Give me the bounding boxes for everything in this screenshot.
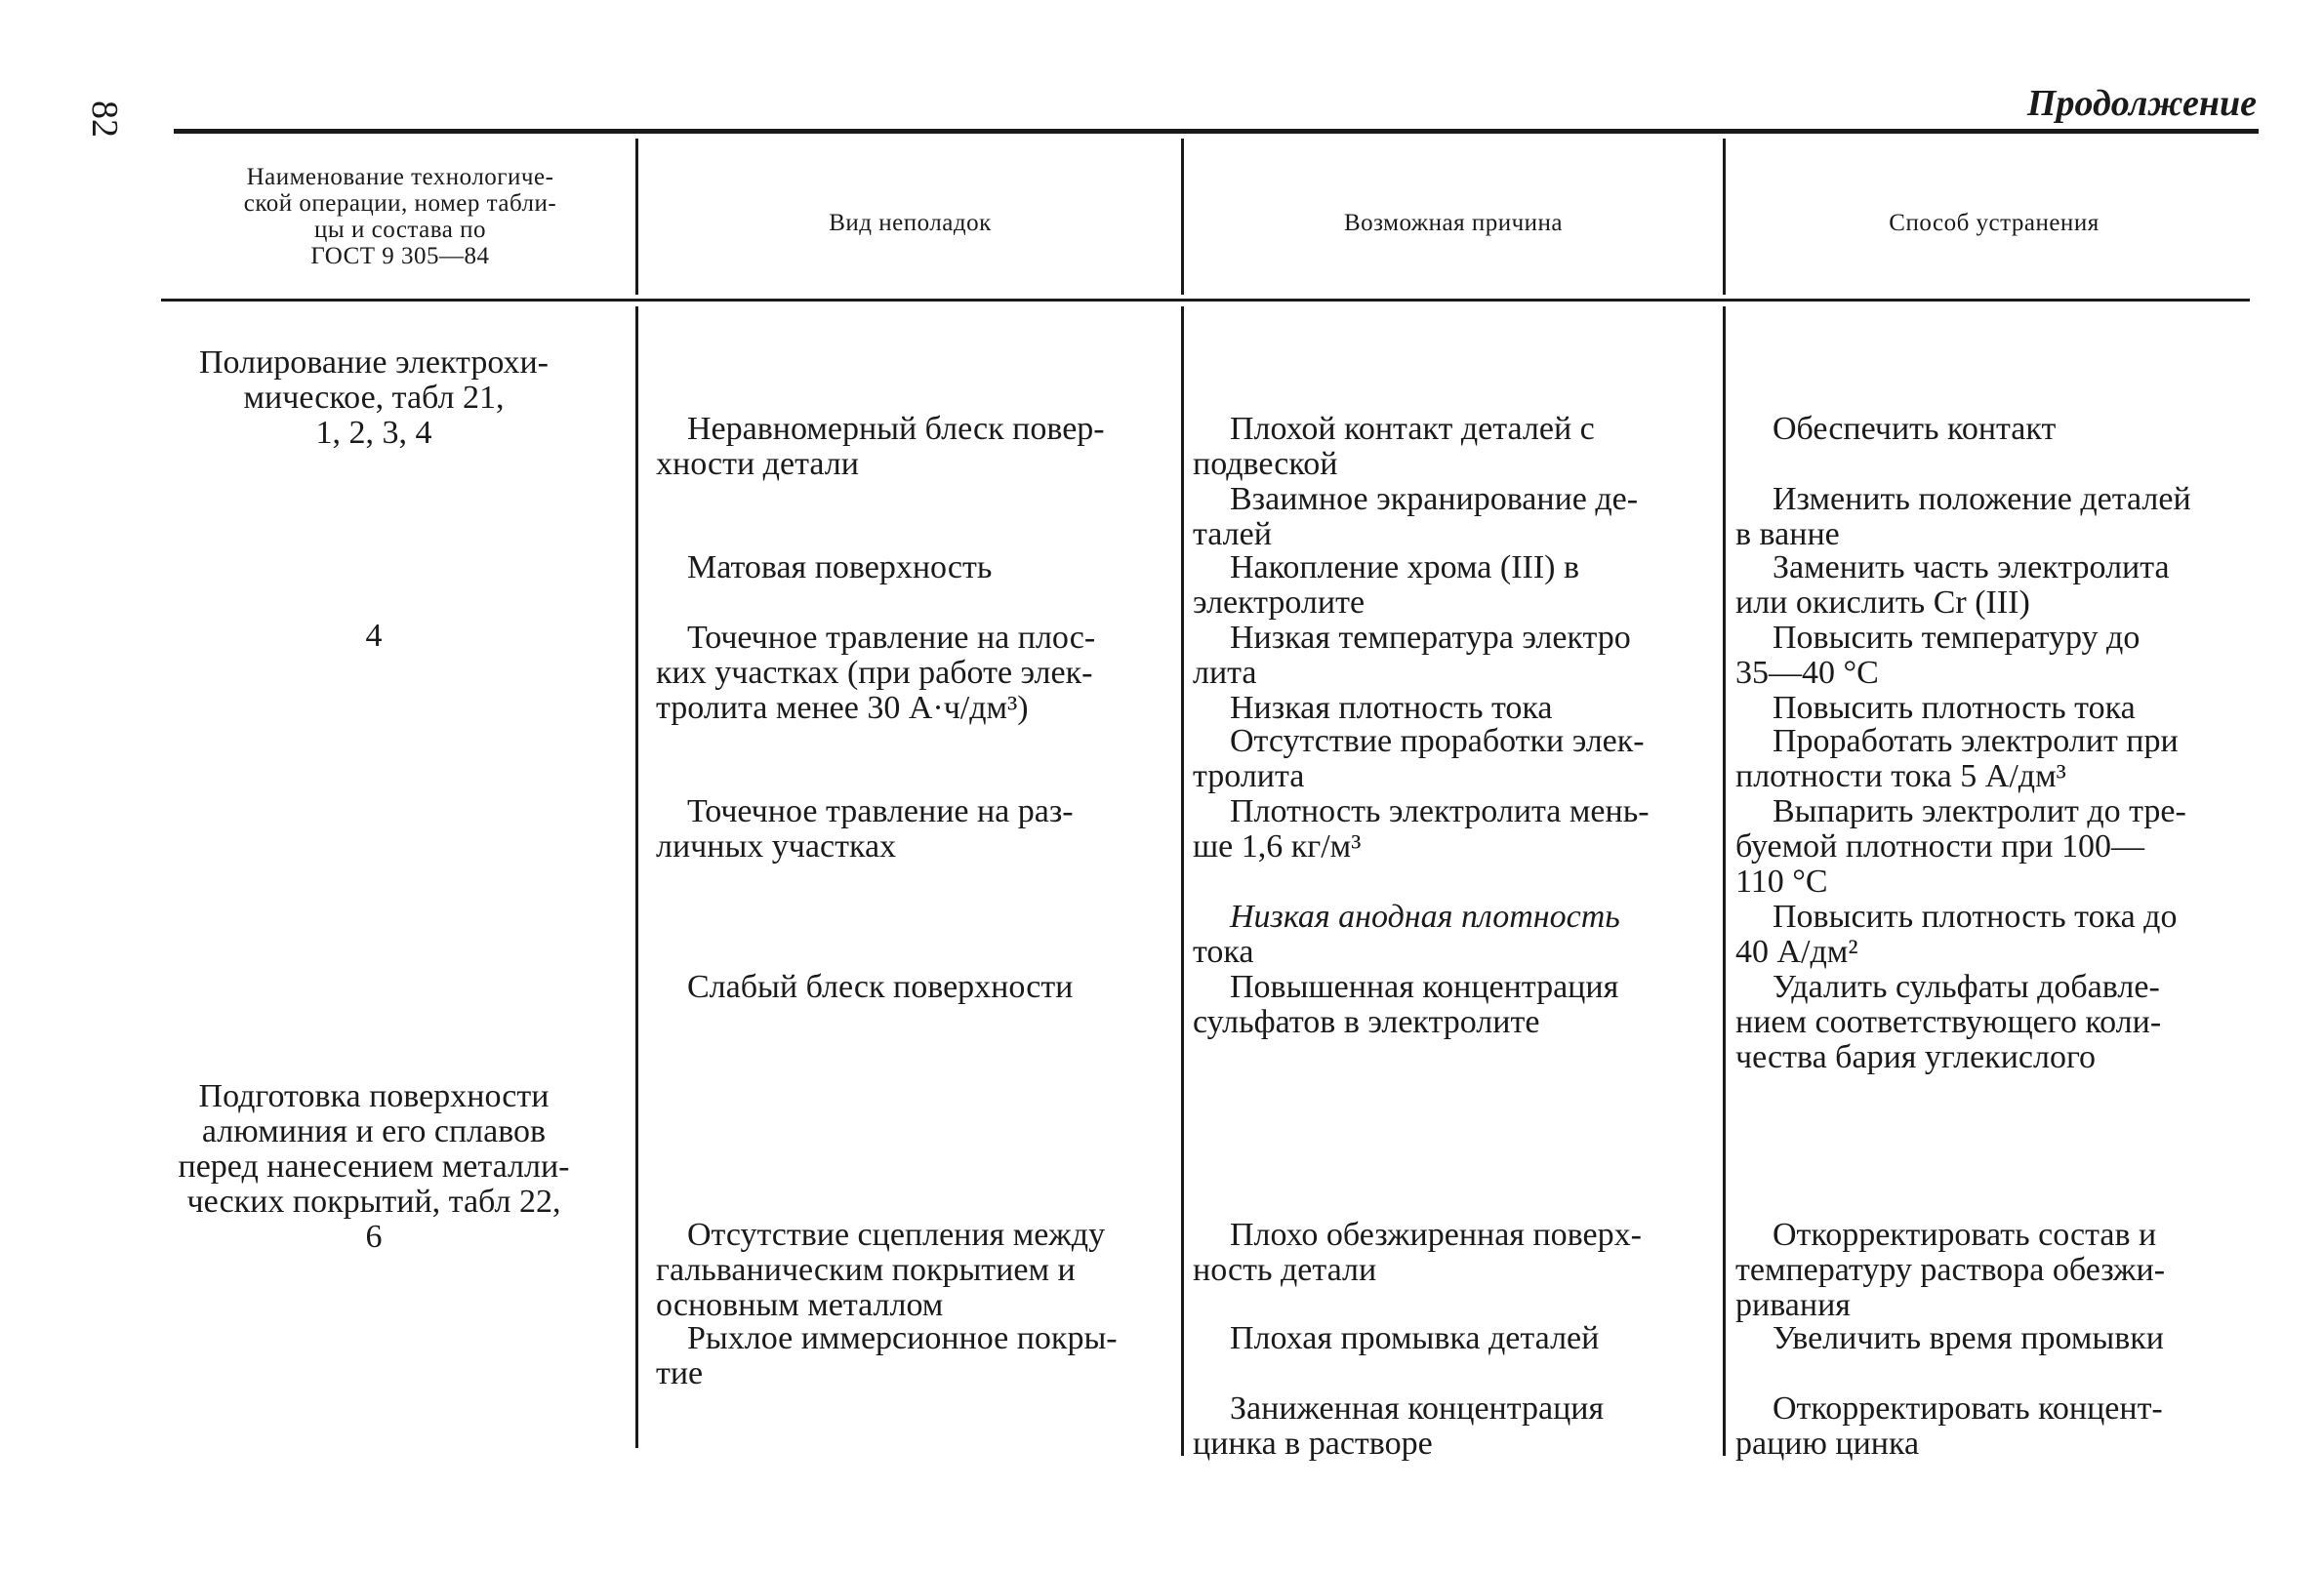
remedy-cell (1735, 724, 2179, 794)
remedy-line: Откорректировать концент- (1773, 1390, 2163, 1427)
defect-line: тролита менее 30 А·ч/дм³) (656, 690, 1029, 726)
remedy-cell (1735, 412, 2056, 447)
cause-line: Низкая анодная плотность (1230, 899, 1620, 935)
column-divider-2 (1181, 139, 1184, 295)
cause-cell (1193, 412, 1595, 482)
remedy-line: Обеспечить контакт (1773, 411, 2057, 447)
cause-line: подвеской (1193, 446, 1338, 482)
cause-line: Плотность электролита мень- (1230, 793, 1650, 829)
defect-line: гальваническим покрытием и (656, 1252, 1076, 1288)
operation-line: Подготовка поверхности (198, 1078, 550, 1114)
cause-line: Накопление хрома (III) в (1230, 549, 1580, 585)
defect-cell (656, 970, 1073, 1005)
cause-cell (1193, 970, 1618, 1040)
remedy-cell (1735, 550, 2170, 621)
defect-line: тие (656, 1355, 704, 1391)
header-operation-line: ГОСТ 9 305—84 (310, 243, 490, 269)
cause-line: Отсутствие проработки элек- (1230, 723, 1645, 759)
cause-cell (1193, 1321, 1599, 1356)
defect-line: Отсутствие сцепления между (687, 1217, 1106, 1253)
remedy-line: Увеличить время промывки (1773, 1320, 2164, 1356)
cause-line: лита (1193, 655, 1257, 691)
remedy-cell (1735, 691, 2136, 726)
remedy-line: Повысить плотность тока до (1773, 899, 2178, 935)
header-bottom-rule (161, 299, 2250, 302)
operation-line: 1, 2, 3, 4 (315, 415, 432, 451)
cause-line: Взаимное экранирование де- (1230, 481, 1639, 517)
remedy-line: рацию цинка (1735, 1426, 1920, 1462)
cause-line: ше 1,6 кг/м³ (1193, 828, 1362, 865)
defect-cell (656, 1218, 1105, 1323)
header-defect: Вид неполадок (829, 209, 992, 236)
defect-cell (656, 794, 1074, 865)
defect-line: основным металлом (656, 1287, 944, 1323)
operation-cell (164, 345, 584, 451)
header-operation-line: цы и состава по (314, 217, 486, 243)
operation-line: ческих покрытий, табл 22, (186, 1184, 561, 1220)
defect-line: Неравномерный блеск повер- (687, 411, 1105, 447)
remedy-line: чества бария углекислого (1735, 1039, 2097, 1075)
remedy-line: в ванне (1735, 516, 1840, 552)
remedy-line: Повысить плотность тока (1773, 690, 2136, 726)
cause-line: Повышенная концентрация (1230, 969, 1619, 1005)
operation-line: Полирование электрохи- (199, 344, 549, 381)
table-top-rule (174, 129, 2259, 134)
operation-cell (164, 1079, 584, 1255)
defect-line: личных участках (656, 828, 897, 865)
remedy-line: ривания (1735, 1287, 1851, 1323)
column-divider-1 (635, 306, 638, 1448)
cause-line: электролите (1193, 584, 1366, 621)
remedy-cell (1735, 1391, 2163, 1462)
defect-cell (656, 621, 1095, 726)
header-cause: Возможная причина (1343, 209, 1564, 236)
cause-line: ность детали (1193, 1252, 1377, 1288)
remedy-line: или окислить Сr (III) (1735, 584, 2030, 621)
remedy-cell (1735, 794, 2186, 900)
remedy-line: 40 А/дм² (1735, 934, 1858, 970)
defect-cell (656, 1321, 1118, 1391)
defect-line: Точечное травление на раз- (687, 793, 1074, 829)
defect-line: Матовая поверхность (687, 549, 993, 585)
remedy-line: Удалить сульфаты добавле- (1773, 969, 2160, 1005)
cause-cell (1193, 482, 1638, 552)
cause-line: Плохая промывка деталей (1230, 1320, 1600, 1356)
remedy-cell (1735, 482, 2191, 552)
header-remedy: Способ устранения (1889, 209, 2100, 236)
remedy-cell (1735, 900, 2177, 970)
remedy-cell (1735, 621, 2140, 691)
cause-cell (1193, 724, 1645, 794)
operation-line: мическое, табл 21, (243, 380, 505, 416)
defect-line: Рыхлое иммерсионное покры- (687, 1320, 1118, 1356)
defect-line: Слабый блеск поверхности (687, 969, 1074, 1005)
cause-line: Низкая температура электро (1230, 620, 1631, 656)
continuation-label: Продолжение (2026, 83, 2257, 124)
remedy-cell (1735, 1218, 2165, 1323)
remedy-line: Проработать электролит при (1773, 723, 2179, 759)
cause-line: тока (1193, 934, 1254, 970)
remedy-line: Повысить температуру до (1773, 620, 2141, 656)
header-operation-line: Наименование технологиче- (246, 164, 554, 190)
cause-line: тролита (1193, 758, 1305, 794)
remedy-cell (1735, 970, 2161, 1075)
cause-line: Плохой контакт деталей с (1230, 411, 1595, 447)
cause-line: сульфатов в электролите (1193, 1004, 1540, 1040)
cause-cell (1193, 1218, 1642, 1288)
remedy-line: 35—40 °С (1735, 655, 1879, 691)
remedy-line: буемой плотности при 100— (1735, 828, 2145, 865)
remedy-line: Откорректировать состав и (1773, 1217, 2157, 1253)
header-operation (171, 154, 630, 279)
cause-line: Заниженная концентрация (1230, 1390, 1605, 1427)
column-divider-1 (635, 139, 638, 295)
operation-line: перед нанесением металли- (178, 1148, 570, 1185)
cause-cell (1193, 900, 1620, 970)
remedy-cell (1735, 1321, 2164, 1356)
operation-line: 6 (365, 1219, 383, 1255)
cause-cell (1193, 691, 1553, 726)
defect-line: хности детали (656, 446, 859, 482)
cause-line: цинка в растворе (1193, 1426, 1433, 1462)
page-number: 82 (84, 101, 125, 138)
remedy-line: 110 °С (1735, 864, 1828, 900)
remedy-line: Заменить часть электролита (1773, 549, 2170, 585)
column-divider-3 (1723, 139, 1726, 295)
remedy-line: Выпарить электролит до тре- (1773, 793, 2186, 829)
remedy-line: нием соответствующего коли- (1735, 1004, 2162, 1040)
cause-cell (1193, 794, 1650, 865)
cause-cell (1193, 1391, 1604, 1462)
defect-cell (656, 412, 1105, 482)
operation-line: алюминия и его сплавов (201, 1113, 547, 1149)
cause-line: Плохо обезжиренная поверх- (1230, 1217, 1642, 1253)
remedy-line: Изменить положение деталей (1773, 481, 2191, 517)
remedy-line: температуру раствора обезжи- (1735, 1252, 2166, 1288)
defect-line: ких участках (при работе элек- (656, 655, 1093, 691)
cause-line: Низкая плотность тока (1230, 690, 1553, 726)
operation-line: 4 (365, 618, 383, 654)
remedy-line: плотности тока 5 А/дм³ (1735, 758, 2066, 794)
cause-cell (1193, 621, 1631, 691)
column-divider-2 (1181, 306, 1184, 1456)
defect-line: Точечное травление на плос- (687, 620, 1096, 656)
operation-cell (164, 619, 584, 654)
header-operation-line: ской операции, номер табли- (243, 190, 557, 217)
cause-line: талей (1193, 516, 1272, 552)
cause-cell (1193, 550, 1579, 621)
defect-cell (656, 550, 992, 585)
column-divider-3 (1723, 306, 1726, 1456)
